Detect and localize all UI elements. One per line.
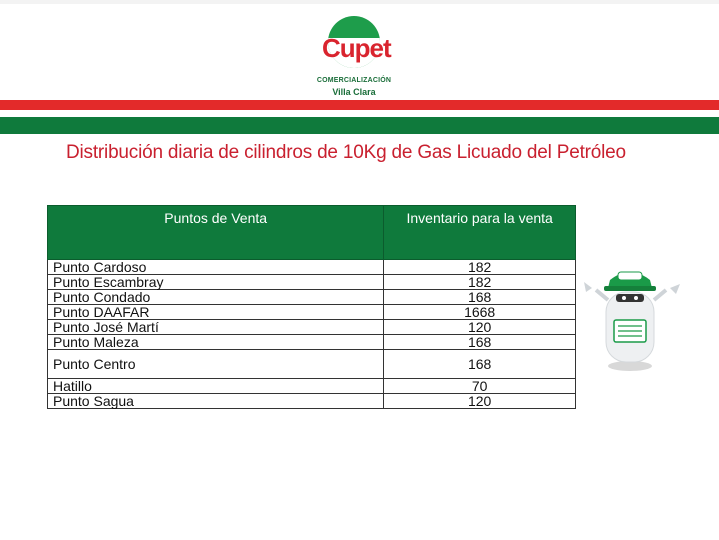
table-row — [48, 260, 576, 275]
table-row — [48, 335, 576, 350]
header-puntos: Puntos de Venta — [48, 206, 384, 260]
row-name: Punto Condado — [48, 290, 384, 305]
row-value: 182 — [384, 275, 576, 290]
row-value: 168 — [384, 290, 576, 305]
row-name: Punto Cardoso — [48, 260, 384, 275]
red-stripe — [0, 100, 719, 110]
inventory-table — [47, 205, 576, 409]
table-row — [48, 320, 576, 335]
table-row — [48, 275, 576, 290]
logo-location: Villa Clara — [332, 87, 376, 97]
header-inventario: Inventario para la venta — [384, 206, 576, 260]
row-name: Punto Centro — [48, 350, 384, 379]
top-band — [0, 0, 719, 4]
row-name: Punto Maleza — [48, 335, 384, 350]
gas-cylinder-mascot-icon — [578, 268, 688, 378]
white-stripe — [0, 110, 719, 116]
green-stripe — [0, 117, 719, 134]
row-value: 168 — [384, 350, 576, 379]
row-value: 120 — [384, 320, 576, 335]
row-value: 1668 — [384, 305, 576, 320]
table-row — [48, 394, 576, 409]
table-row — [48, 350, 576, 379]
row-value: 120 — [384, 394, 576, 409]
logo-brand: Cupet — [322, 33, 391, 63]
row-name: Punto Sagua — [48, 394, 384, 409]
cupet-logo — [316, 16, 392, 102]
row-value: 182 — [384, 260, 576, 275]
row-name: Hatillo — [48, 379, 384, 394]
table-row — [48, 379, 576, 394]
row-name: Punto DAAFAR — [48, 305, 384, 320]
table-row — [48, 305, 576, 320]
table-row — [48, 290, 576, 305]
row-value: 70 — [384, 379, 576, 394]
logo-subtitle: COMERCIALIZACIÓN — [316, 77, 392, 84]
page-title: Distribución diaria de cilindros de 10Kg de Gas Licuado del Petróleo — [66, 142, 626, 163]
row-name: Punto Escambray — [48, 275, 384, 290]
row-name: Punto José Martí — [48, 320, 384, 335]
row-value: 168 — [384, 335, 576, 350]
